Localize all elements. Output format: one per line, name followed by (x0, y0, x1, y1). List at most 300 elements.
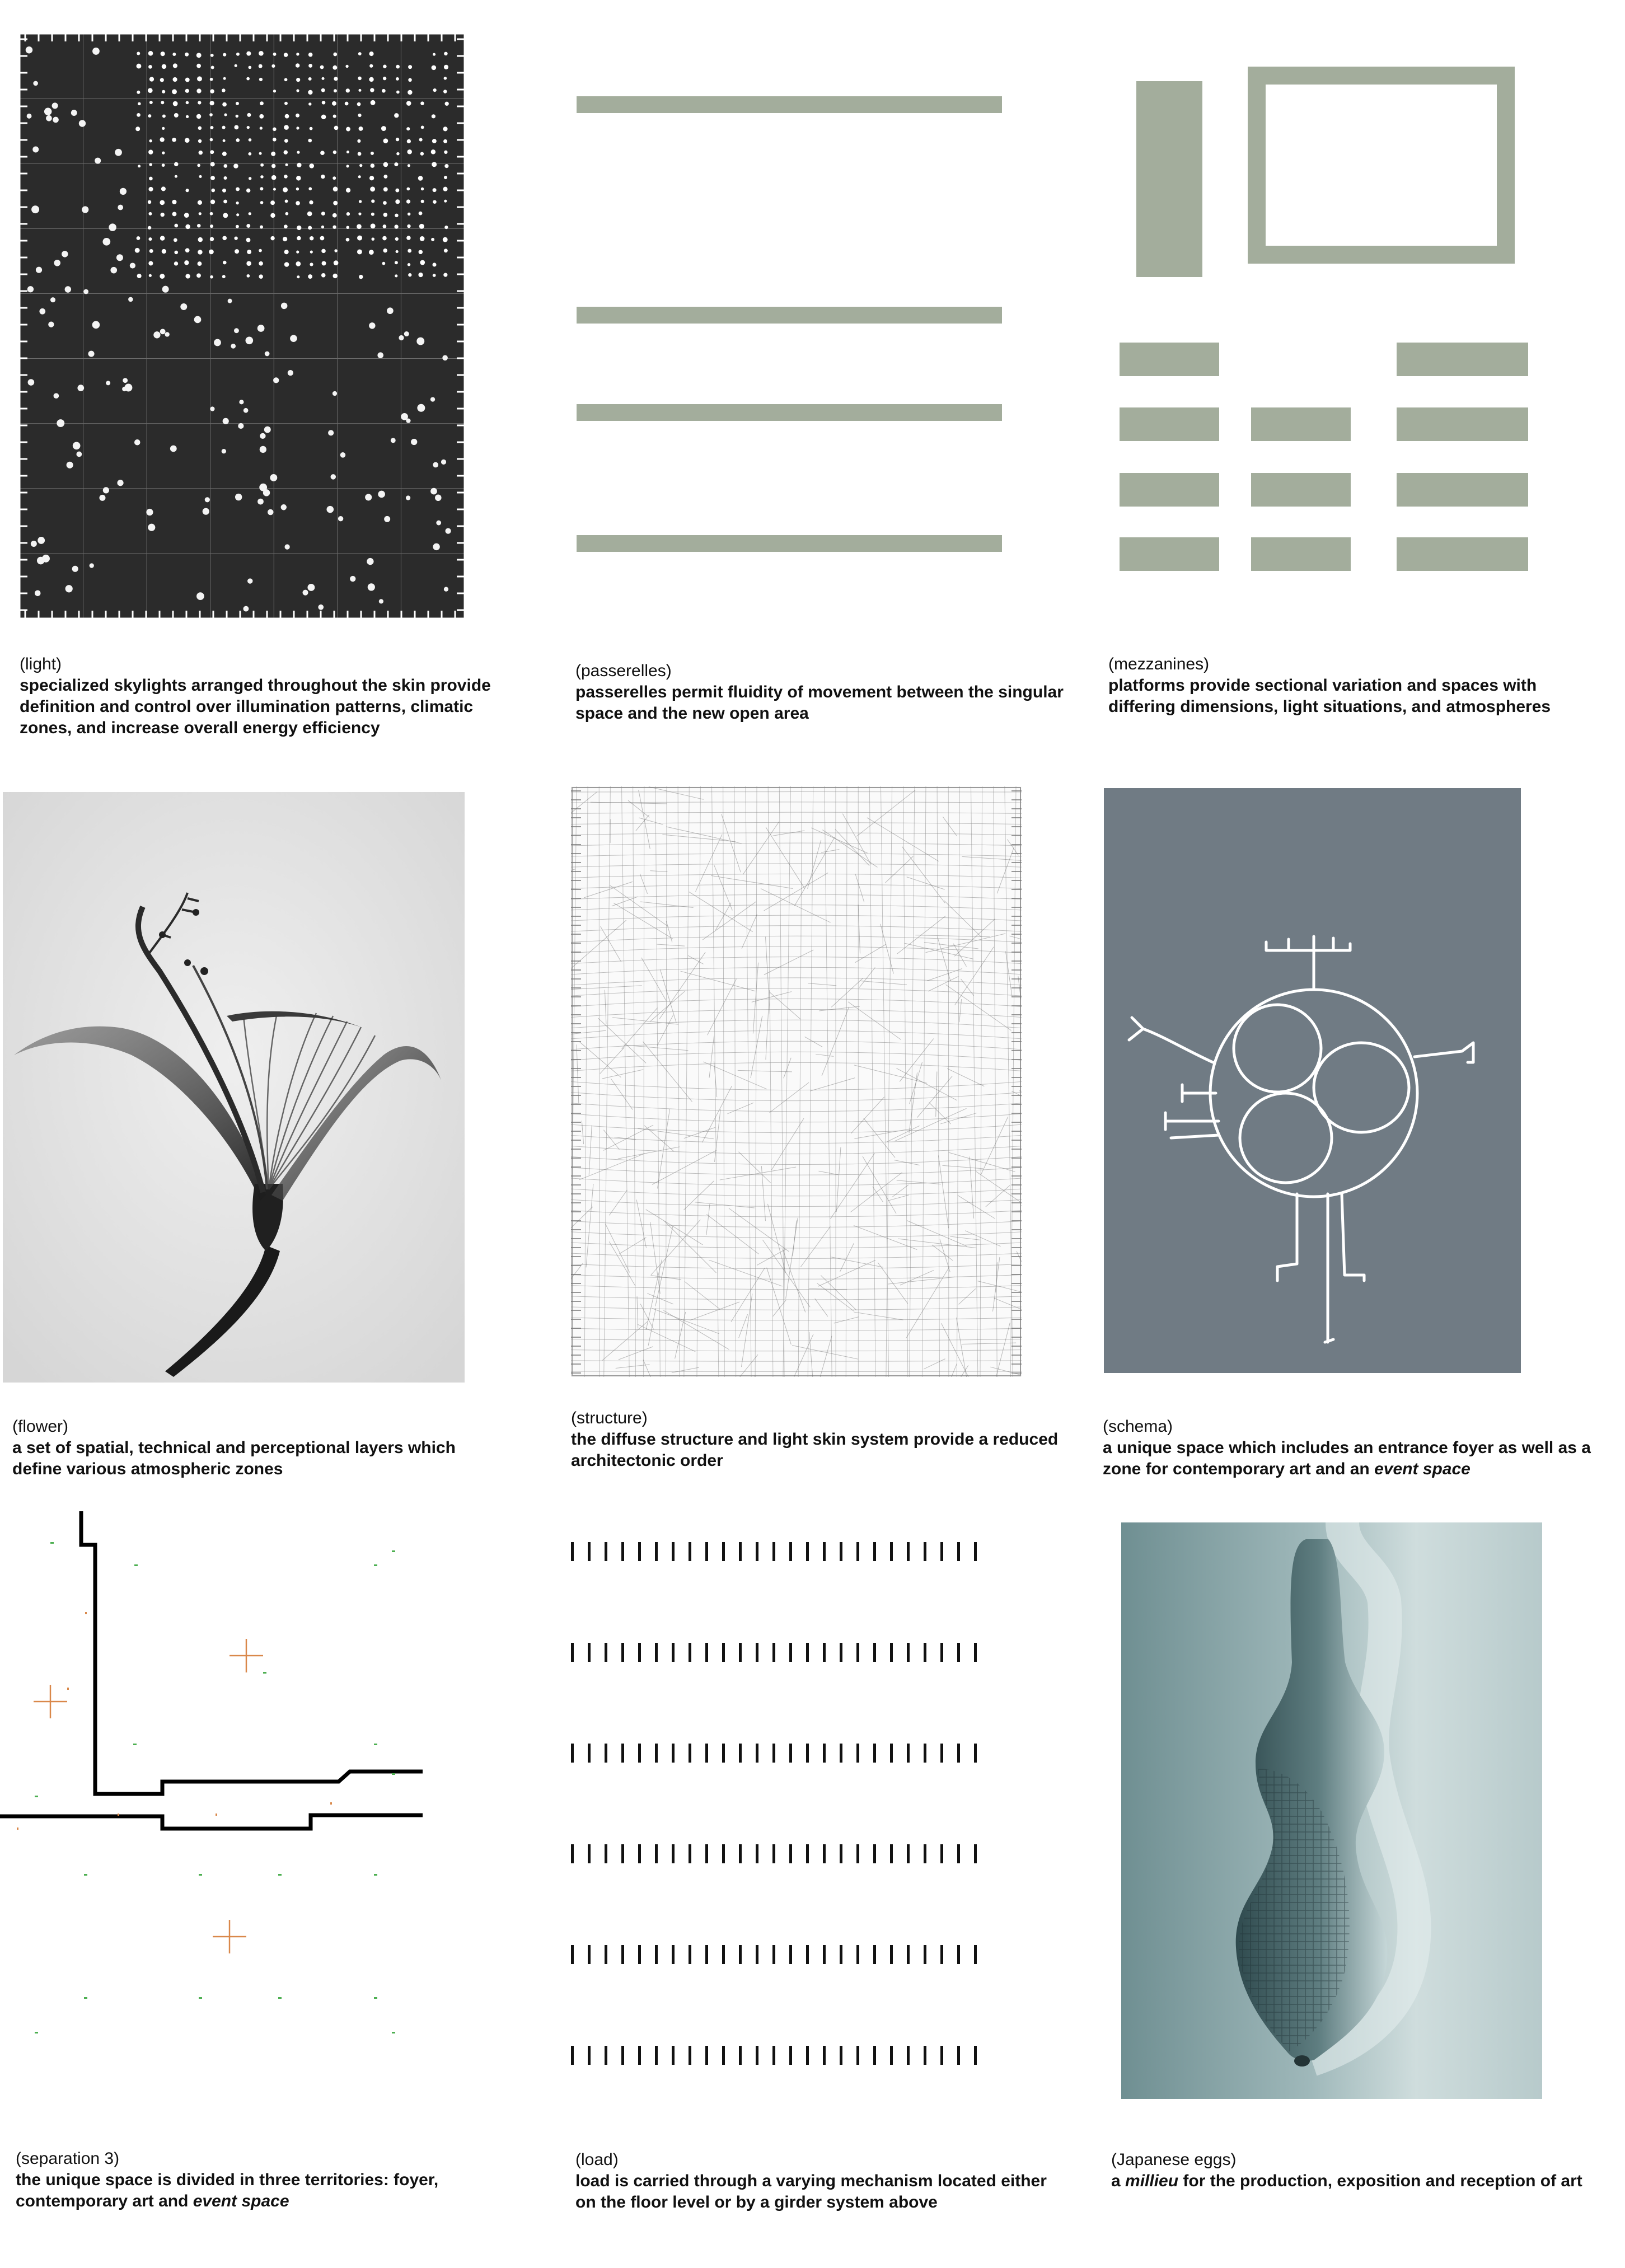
skylight-dot (210, 200, 215, 204)
mesh-line (859, 967, 875, 987)
caption-mezzanines (1108, 654, 1601, 718)
skylight-dot (408, 90, 412, 95)
load-tick (806, 1844, 809, 1863)
skylight-dot (246, 51, 251, 56)
skylight-dot (407, 149, 412, 154)
mesh-line (584, 786, 588, 1377)
platform (1251, 407, 1351, 441)
skylight-dot (284, 544, 289, 549)
load-diagram (568, 1542, 994, 2074)
skylight-dot (174, 261, 178, 265)
load-tick (722, 1542, 725, 1561)
mesh-line (958, 1196, 995, 1219)
load-tick (705, 2046, 708, 2065)
skylight-dot (296, 126, 299, 129)
mesh-line (854, 1129, 911, 1139)
load-tick (621, 1643, 624, 1662)
skylight-dot (296, 114, 299, 118)
mesh-line (571, 884, 1022, 889)
load-tick (806, 1542, 809, 1561)
mesh-line (637, 1296, 638, 1328)
mesh-line (571, 843, 1022, 846)
skylight-dot (271, 152, 275, 156)
mesh-line (742, 914, 757, 948)
caption-tag: (schema) (1103, 1417, 1173, 1436)
skylight-dot (162, 163, 165, 167)
skylight-dot (357, 236, 362, 241)
skylight-dot (320, 151, 325, 155)
skylight-dot (235, 494, 242, 500)
skylight-dot (186, 115, 189, 118)
passerelle-bar (577, 96, 1002, 113)
mesh-line (633, 786, 636, 1377)
skylight-dot (148, 261, 153, 265)
mesh-line (577, 1044, 579, 1103)
skylight-dot (92, 48, 100, 55)
skylight-dot (284, 262, 289, 267)
load-tick (689, 1844, 691, 1863)
skylight-dot (196, 64, 201, 68)
mesh-line (602, 1070, 643, 1079)
skylight-dot (382, 89, 386, 93)
passerelle-bar (577, 535, 1002, 552)
skylight-dot (369, 51, 373, 56)
skylight-dot (445, 528, 451, 533)
skylight-dot (383, 175, 387, 179)
skylight-dot (431, 149, 435, 154)
load-tick (705, 1643, 708, 1662)
skylight-dot (358, 77, 362, 81)
skylight-dot (432, 65, 437, 71)
skylight-dot (310, 127, 313, 130)
skylight-dot (371, 152, 374, 155)
skylight-dot (444, 164, 448, 168)
skylight-dot (444, 176, 447, 179)
mesh-line (571, 802, 1022, 803)
skylight-dot (370, 186, 375, 191)
skylight-dot (260, 163, 264, 167)
load-tick (722, 1844, 725, 1863)
skylight-dot (432, 114, 435, 118)
skylight-dot (210, 78, 213, 81)
mesh-line (815, 1299, 828, 1316)
mesh-line (945, 985, 1011, 1030)
skylight-dot (46, 115, 52, 121)
skylight-dot (321, 175, 325, 179)
skylight-dot (88, 351, 94, 357)
skylight-dot (268, 509, 274, 516)
skylight-dot (185, 89, 189, 93)
skylight-dot (53, 117, 59, 123)
mesh-line (643, 1042, 692, 1102)
skylight-dot (185, 224, 190, 229)
skylight-dot (79, 120, 86, 126)
load-tick (756, 1542, 758, 1561)
skylight-dot (420, 152, 424, 155)
mesh-line (571, 1307, 1022, 1310)
mesh-line (571, 1020, 1022, 1028)
mesh-line (571, 957, 1022, 964)
caption-tag: (load) (575, 2150, 619, 2169)
mesh-line (571, 1189, 1022, 1196)
load-tick (974, 1945, 977, 1964)
passerelle-bar (577, 404, 1002, 421)
skylight-dot (265, 352, 270, 357)
skylight-dot (103, 487, 109, 493)
skylight-dot (222, 189, 226, 193)
skylight-dot (406, 199, 410, 203)
skylight-dot (211, 66, 214, 69)
mesh-line (905, 943, 973, 959)
caption-text (16, 2169, 508, 2212)
skylight-dot (135, 126, 140, 131)
skylight-dot (249, 138, 252, 142)
skylight-dot (197, 164, 200, 167)
mesh-line (949, 1152, 1015, 1172)
skylight-dot (236, 225, 239, 228)
skylight-dot (222, 126, 226, 129)
mesh-line (915, 935, 990, 937)
platform-tall (1136, 81, 1202, 277)
skylight-dot (421, 200, 424, 203)
skylight-dot (260, 225, 263, 228)
skylight-dot (285, 163, 288, 166)
mesh-line (602, 1322, 648, 1361)
load-tick (856, 1542, 859, 1561)
skylight-dot (297, 275, 299, 278)
skylight-dot (160, 274, 165, 279)
mesh-line (571, 1114, 1022, 1122)
skylight-dot (395, 237, 399, 241)
skylight-dot (259, 51, 264, 56)
load-tick (856, 1844, 859, 1863)
eggs-image (1121, 1522, 1542, 2099)
load-tick (856, 1643, 859, 1662)
mesh-line (830, 1153, 874, 1219)
skylight-dot (395, 261, 398, 264)
load-tick (890, 1744, 893, 1763)
mesh-line (851, 1097, 884, 1133)
caption-text-part: a (1111, 2172, 1126, 2190)
skylight-dot (162, 64, 166, 69)
load-tick (907, 1844, 910, 1863)
load-tick (705, 1844, 708, 1863)
skylight-dot (421, 188, 424, 190)
skylight-dot (333, 151, 336, 154)
mesh-line (822, 830, 877, 868)
load-tick (974, 1643, 977, 1662)
load-tick (672, 2046, 675, 2065)
flower-image (3, 792, 465, 1383)
mesh-line (846, 786, 847, 1377)
load-tick (739, 1945, 742, 1964)
skylight-dot (172, 89, 177, 94)
skylight-dot (149, 77, 154, 81)
skylight-dot (161, 101, 164, 104)
mesh-line (738, 1070, 792, 1072)
caption-tag: (light) (20, 655, 62, 673)
skylight-dot (77, 385, 84, 391)
skylight-dot (331, 474, 336, 480)
mesh-line (696, 835, 723, 892)
skylight-dot (173, 77, 177, 82)
load-tick (689, 1744, 691, 1763)
skylight-dot (233, 163, 238, 168)
skylight-dot (432, 139, 437, 143)
skylight-dot (296, 201, 300, 205)
mesh-line (937, 786, 939, 1377)
skylight-dot (395, 274, 397, 277)
skylight-dot (419, 138, 423, 141)
mesh-line (970, 1156, 974, 1219)
mesh-line (798, 786, 802, 1377)
mesh-line (812, 1336, 832, 1377)
load-tick (907, 1744, 910, 1763)
skylight-dot (137, 113, 141, 117)
skylight-dot (369, 77, 373, 82)
xray-flower-illustration (3, 792, 465, 1383)
load-tick (739, 1643, 742, 1662)
skylight-dot (350, 576, 355, 582)
skylight-plan-drawing (20, 34, 465, 618)
skylight-dot (340, 452, 346, 458)
mesh-line (761, 889, 831, 923)
load-tick (974, 1744, 977, 1763)
skylight-dot (210, 54, 214, 57)
mesh-line (808, 983, 836, 986)
skylight-dot (408, 263, 410, 266)
load-tick (890, 2046, 893, 2065)
mesh-line (609, 1241, 635, 1286)
skylight-dot (417, 404, 425, 412)
load-tick (873, 1744, 876, 1763)
skylight-dot (419, 212, 423, 215)
platform (1251, 473, 1351, 507)
mesh-line (753, 963, 758, 1034)
caption-text: specialized skylights arranged throughout the skin provide definition and control over illumination patterns, climatic zones, and increase overall energy efficiency (20, 676, 491, 737)
skylight-dot (281, 303, 288, 310)
skylight-dot (82, 206, 88, 213)
mesh-line (643, 1360, 660, 1377)
mesh-line (818, 1171, 838, 1174)
mesh-line (571, 1168, 1022, 1175)
skylight-dot (162, 249, 166, 254)
mesh-line (792, 1346, 858, 1360)
skylight-dot (149, 101, 153, 104)
skylight-dot (246, 238, 251, 242)
mesh-line (924, 1359, 945, 1369)
skylight-dot (247, 578, 252, 583)
skylight-dot (408, 249, 411, 253)
skylight-dot (396, 77, 399, 81)
skylight-dot (345, 65, 348, 68)
skylight-dot (369, 250, 374, 255)
skylight-dot (273, 53, 277, 56)
skylight-dot (321, 88, 325, 92)
skylight-dot (210, 126, 213, 129)
skylight-dot (235, 64, 237, 67)
mesh-line (825, 786, 832, 1377)
mesh-line (947, 1069, 984, 1086)
skylight-dot (196, 592, 204, 600)
structure-image (571, 786, 1022, 1377)
skylight-dot (285, 114, 289, 119)
skylight-dot (395, 199, 400, 204)
skylight-dot (209, 113, 213, 116)
skylight-dot (284, 53, 288, 57)
mesh-line (731, 1268, 765, 1322)
skylight-dot (161, 186, 166, 191)
load-tick (940, 1844, 943, 1863)
caption-emphasis: millieu (1125, 2172, 1179, 2190)
skylight-dot (199, 175, 202, 178)
skylight-dot (73, 442, 81, 449)
skylight-dot (284, 250, 289, 254)
skylight-dot (406, 127, 410, 130)
mesh-line (881, 786, 888, 1377)
skylight-dot (83, 289, 88, 294)
skylight-dot (223, 53, 226, 57)
load-tick (571, 1945, 574, 1964)
mesh-line (571, 854, 1022, 856)
load-tick (621, 1542, 624, 1561)
skylight-dot (345, 102, 349, 106)
skylight-dot (246, 261, 251, 266)
skylight-dot (57, 419, 64, 427)
load-tick (605, 2046, 607, 2065)
skylight-dot (210, 162, 215, 166)
skylight-dot (357, 249, 362, 254)
load-tick (655, 1844, 658, 1863)
mesh-line (641, 958, 666, 1001)
load-tick (605, 1945, 607, 1964)
caption-light (20, 654, 512, 739)
skylight-dot (185, 138, 190, 143)
skylight-dot (297, 226, 301, 230)
mesh-line (805, 1037, 823, 1047)
skylight-dot (371, 199, 374, 203)
load-tick (588, 2046, 591, 2065)
mesh-line (571, 1264, 1022, 1268)
skylight-dot (309, 163, 314, 168)
mesh-line (794, 837, 835, 906)
skylight-dot (36, 267, 42, 273)
skylight-dot (310, 236, 313, 240)
mezzanines-drawing (1120, 64, 1539, 574)
mesh-line (892, 1185, 908, 1197)
mesh-line (755, 786, 757, 1377)
skylight-dot (444, 587, 448, 592)
mesh-line (571, 1009, 1022, 1017)
load-tick (974, 2046, 977, 2065)
skylight-dot (222, 236, 227, 241)
light-image (20, 34, 465, 618)
skylight-dot (371, 163, 375, 168)
load-tick (772, 1542, 775, 1561)
skylight-dot (408, 213, 410, 215)
load-tick (924, 1844, 926, 1863)
skylight-dot (246, 224, 250, 228)
skylight-dot (270, 200, 275, 205)
skylight-dot (65, 286, 71, 292)
mesh-line (950, 1236, 980, 1240)
mesh-line (800, 1226, 830, 1267)
caption-eggs (1111, 2149, 1604, 2192)
load-tick (605, 1542, 607, 1561)
skylight-dot (120, 188, 127, 195)
skylight-dot (222, 152, 227, 156)
skylight-dot (395, 189, 399, 193)
skylight-dot (138, 102, 141, 106)
load-tick (655, 1542, 658, 1561)
mesh-line (1010, 936, 1022, 941)
mesh-line (571, 833, 1022, 835)
skylight-dot (33, 81, 38, 86)
skylight-dot (333, 274, 337, 278)
mesh-line (571, 1339, 1022, 1341)
mesh-line (571, 1041, 1022, 1049)
skylight-dot (408, 273, 411, 277)
skylight-dot (210, 224, 213, 228)
skylight-dot (321, 249, 326, 254)
load-tick (588, 1844, 591, 1863)
skylight-dot (148, 65, 152, 69)
skylight-dot (161, 51, 165, 56)
load-tick (672, 1542, 675, 1561)
skylight-dot (333, 176, 336, 180)
skylight-dot (420, 236, 425, 241)
load-tick (940, 1542, 943, 1561)
skylight-dot (443, 273, 447, 277)
skylight-dot (358, 52, 362, 55)
mesh-line (571, 791, 597, 839)
skylight-dot (418, 176, 423, 181)
skylight-dot (404, 331, 409, 336)
load-tick (772, 2046, 775, 2065)
load-tick (571, 1643, 574, 1662)
mesh-line (650, 991, 685, 1021)
mesh-line (582, 1121, 583, 1144)
load-tick (672, 1643, 675, 1662)
mesh-line (783, 786, 790, 1377)
load-tick (856, 1945, 859, 1964)
skylight-dot (436, 521, 441, 526)
skylight-dot (184, 213, 189, 218)
mesh-line (831, 1257, 883, 1267)
skylight-dot (308, 64, 312, 68)
skylight-dot (371, 100, 376, 105)
mesh-line (672, 1367, 699, 1372)
platform (1120, 473, 1219, 507)
skylight-dot (382, 236, 387, 241)
skylight-dot (433, 53, 435, 56)
mesh-line (571, 926, 1022, 931)
load-tick (722, 1945, 725, 1964)
mesh-line (869, 786, 875, 1377)
skylight-dot (383, 249, 387, 252)
skylight-dot (431, 238, 434, 241)
skylight-dot (396, 65, 400, 69)
mesh-line (1007, 839, 1018, 855)
crosshair-marker (213, 1920, 246, 1953)
skylight-dot (310, 251, 313, 254)
skylight-dot (284, 78, 288, 81)
skylight-dot (234, 236, 237, 240)
mesh-line (943, 817, 957, 836)
skylight-dot (186, 101, 189, 105)
skylight-dot (394, 113, 399, 118)
skylight-dot (38, 537, 45, 544)
